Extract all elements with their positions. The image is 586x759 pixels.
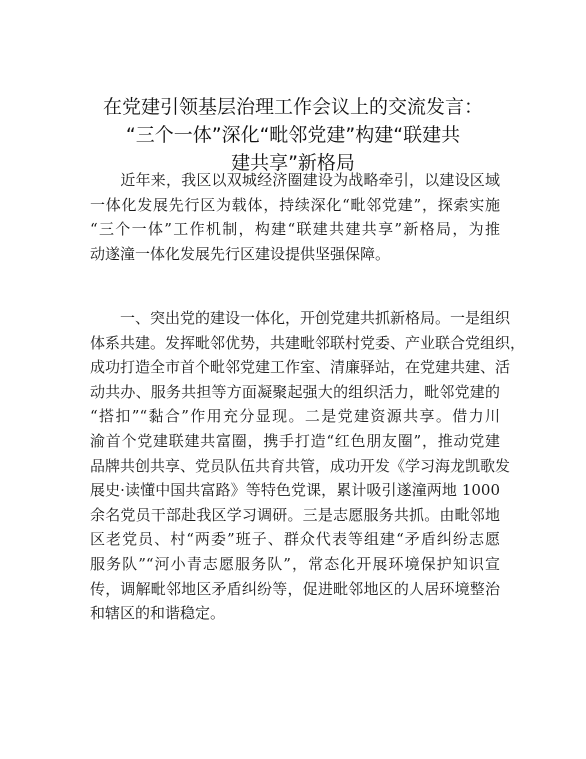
text-line: 和辖区的和谐稳定。 (90, 604, 226, 623)
text-line: 渝首个党建联建共富圈，携手打造“红色朋友圈”，推动党建 (90, 431, 500, 450)
text-line: 一体化发展先行区为载体，持续深化“毗邻党建”，探索实施 (90, 195, 500, 214)
text-line: 展史·读懂中国共富路》等特色党课，累计吸引遂潼两地 1000 (90, 481, 500, 500)
text-line: 动遂潼一体化发展先行区建设提供坚强保障。 (90, 244, 391, 263)
text-line: 区老党员、村“两委”班子、群众代表等组建“矛盾纠纷志愿 (90, 530, 500, 549)
text-line: 成功打造全市首个毗邻党建工作室、清廉驿站，在党建共建、活 (90, 358, 511, 377)
text-line: 动共办、服务共担等方面凝聚起强大的组织活力，毗邻党建的 (90, 382, 500, 401)
text-line: 余名党员干部赴我区学习调研。三是志愿服务共抓。由毗邻地 (90, 505, 500, 524)
text-line: 一、突出党的建设一体化，开创党建共抓新格局。一是组织 (90, 309, 511, 327)
text-line: 服务队”“河小青志愿服务队”，常态化开展环境保护知识宣 (90, 554, 500, 573)
text-line: 近年来，我区以双城经济圈建设为战略牵引，以建设区域 (90, 171, 500, 189)
text-line: 传，调解毗邻地区矛盾纠纷等，促进毗邻地区的人居环境整治 (90, 579, 500, 598)
title-line: “三个一体”深化“毗邻党建”构建“联建共 (125, 124, 461, 146)
paragraph-section-one (90, 306, 526, 626)
document-title (60, 93, 526, 177)
title-line: 在党建引领基层治理工作会议上的交流发言： (102, 96, 483, 118)
text-line: 品牌共创共享、党员队伍共育共管，成功开发《学习海龙凯歌发 (90, 456, 511, 475)
text-line: 体系共建。发挥毗邻优势，共建毗邻联村党委、产业联合党组织， (90, 333, 526, 352)
text-line: “三个一体”工作机制，构建“联建共建共享”新格局，为推 (90, 220, 500, 239)
paragraph-intro (90, 168, 500, 266)
title-line: 建共享”新格局 (231, 152, 355, 174)
text-line: “搭扣”“黏合”作用充分显现。二是党建资源共享。借力川 (90, 407, 500, 426)
